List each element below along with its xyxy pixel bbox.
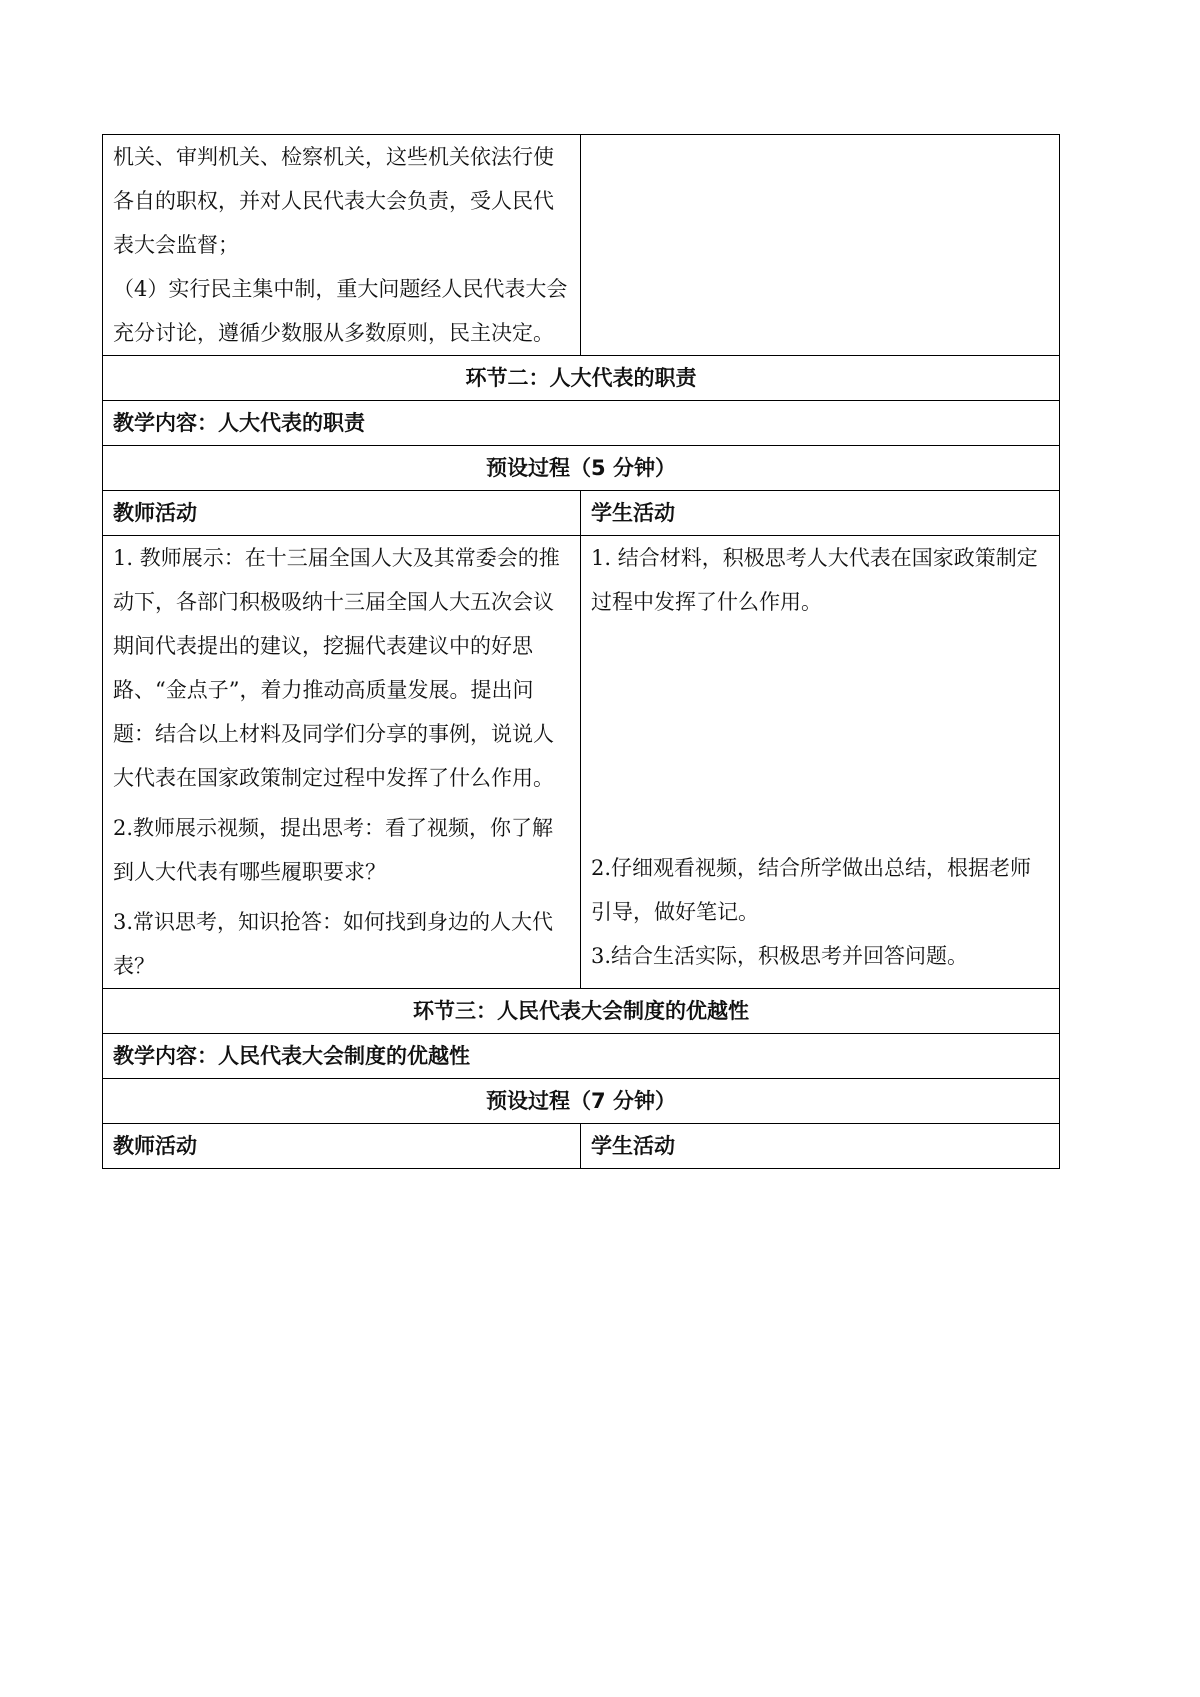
student-activity-item: 2.仔细观看视频，结合所学做出总结，根据老师引导，做好笔记。	[591, 856, 1032, 924]
process-row	[103, 446, 1060, 491]
teacher-activity-cell	[103, 536, 581, 989]
teaching-content: 教学内容：人民代表大会制度的优越性	[103, 1034, 1060, 1079]
activity-header-row	[103, 1124, 1060, 1169]
continuation-paragraph: 机关、审判机关、检察机关，这些机关依法行使各自的职权，并对人民代表大会负责，受人民代表大会监督；	[113, 145, 554, 257]
process-row	[103, 1079, 1060, 1124]
teaching-content-row	[103, 401, 1060, 446]
continuation-row	[103, 135, 1060, 356]
section-title-row	[103, 989, 1060, 1034]
continuation-right-cell	[581, 135, 1060, 356]
activity-body-row	[103, 536, 1060, 989]
section-title: 环节三：人民代表大会制度的优越性	[103, 989, 1060, 1034]
student-activity-header: 学生活动	[581, 1124, 1060, 1169]
teacher-activity-header: 教师活动	[103, 1124, 581, 1169]
process-label: 预设过程（5 分钟）	[103, 446, 1060, 491]
teaching-content: 教学内容：人大代表的职责	[103, 401, 1060, 446]
continuation-left-cell	[103, 135, 581, 356]
student-activity-item: 3.结合生活实际，积极思考并回答问题。	[591, 944, 969, 968]
student-activity-cell	[581, 536, 1060, 989]
teacher-activity-item: 1. 教师展示：在十三届全国人大及其常委会的推动下，各部门积极吸纳十三届全国人大五次会议期间代表提出的建议，挖掘代表建议中的好思路、“金点子”，着力推动高质量发展。提出问题：结合以上材料及同学们分享的事例，说说人大代表在国家政策制定过程中发挥了什么作用。	[113, 546, 560, 790]
teacher-activity-item: 2.教师展示视频，提出思考：看了视频，你了解到人大代表有哪些履职要求？	[113, 816, 554, 884]
teaching-content-row	[103, 1034, 1060, 1079]
process-label: 预设过程（7 分钟）	[103, 1079, 1060, 1124]
section-title-row	[103, 356, 1060, 401]
activity-header-row	[103, 491, 1060, 536]
section-title: 环节二：人大代表的职责	[103, 356, 1060, 401]
teacher-activity-header: 教师活动	[103, 491, 581, 536]
lesson-plan-table	[102, 134, 1060, 1169]
continuation-paragraph: （4）实行民主集中制，重大问题经人民代表大会充分讨论，遵循少数服从多数原则，民主决定。	[113, 277, 568, 345]
student-activity-header: 学生活动	[581, 491, 1060, 536]
student-activity-item: 1. 结合材料，积极思考人大代表在国家政策制定过程中发挥了什么作用。	[591, 546, 1038, 614]
teacher-activity-item: 3.常识思考，知识抢答：如何找到身边的人大代表？	[113, 910, 554, 978]
